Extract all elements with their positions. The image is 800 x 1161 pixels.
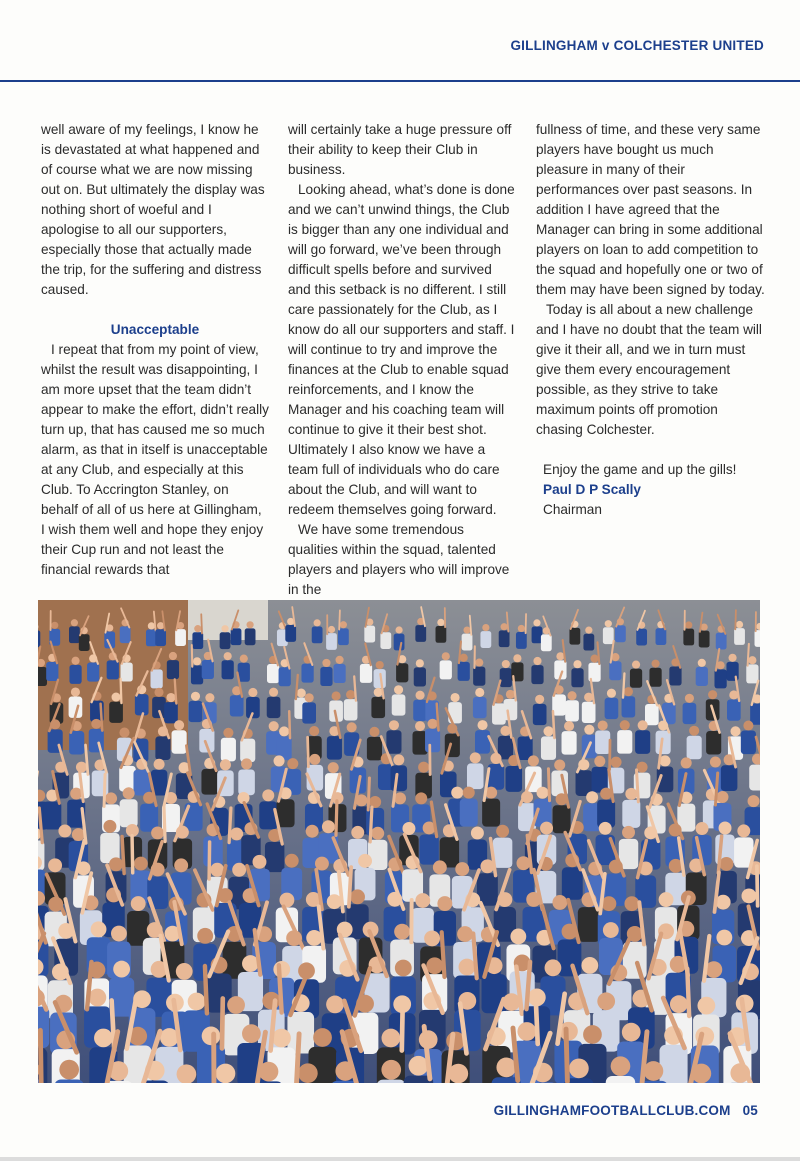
column3-paragraph-1: fullness of time, and these very same players have bought us much pleasure in many of their performances over past seasons. In addition I have agreed that the Manager can bring in some additional players on loan to add competition to the squad and hopefully one or two of them may have been signed by today.: [536, 122, 765, 297]
footer-website: GILLINGHAMFOOTBALLCLUB.COM: [493, 1103, 731, 1118]
page-number: 05: [742, 1103, 758, 1118]
column1-paragraph-1: well aware of my feelings, I know he is devastated at what happened and of course what we are now missing out on. But ultimately the display was nothing short of woeful and I apologise to all our supporters, especially those that actually made the trip, for the suffering and distress caused.: [41, 122, 265, 297]
article-column-3: [536, 120, 768, 520]
column2-paragraph-1: will certainly take a huge pressure off their ability to keep their Club in business.: [288, 122, 512, 177]
signoff-line: Enjoy the game and up the gills!: [543, 462, 737, 477]
page-footer: [494, 1103, 758, 1118]
header-divider: [0, 80, 800, 82]
page-header-title: GILLINGHAM v COLCHESTER UNITED: [510, 38, 764, 53]
column2-paragraph-2: Looking ahead, what’s done is done and we can’t unwind things, the Club is bigger than any one individual and will go forward, we’ve been through difficult spells before and survived and this setback is no different. I still care passionately for the Club, as I know do all our supporters and staff. I will continue to try and improve the finances at the Club to enable squad reinforcements, and I know the Manager and his coaching team will continue to give it their best shot. Ultimately I also know we have a team full of individuals who do care about the Club, and will want to redeem themselves going forward.: [288, 182, 515, 517]
article-column-2: [288, 120, 516, 600]
column2-paragraph-3: We have some tremendous qualities within the squad, talented players and players who will improve in the: [288, 522, 510, 597]
signature-role: Chairman: [543, 502, 602, 517]
column3-paragraph-2: Today is all about a new challenge and I have no doubt that the team will give it their all, and we in turn must give them every encouragement possible, as they strive to take maximum points off promotion chasing Colchester.: [536, 302, 762, 437]
bottom-edge: [0, 1157, 800, 1161]
article-column-1: [41, 120, 269, 580]
column1-paragraph-2: I repeat that from my point of view, whilst the result was disappointing, I am more upset that the team didn’t appear to make the effort, didn’t really turn up, that has caused me so much alarm, as that in itself is unacceptable at any Club, and especially at this Club. To Accrington Stanley, on behalf of all of us here at Gillingham, I wish them well and hope they enjoy their Cup run and not least the financial rewards that: [41, 342, 269, 577]
subheading-unacceptable: Unacceptable: [110, 322, 200, 337]
signature-name: Paul D P Scally: [543, 482, 641, 497]
crowd-photo: [38, 600, 760, 1083]
